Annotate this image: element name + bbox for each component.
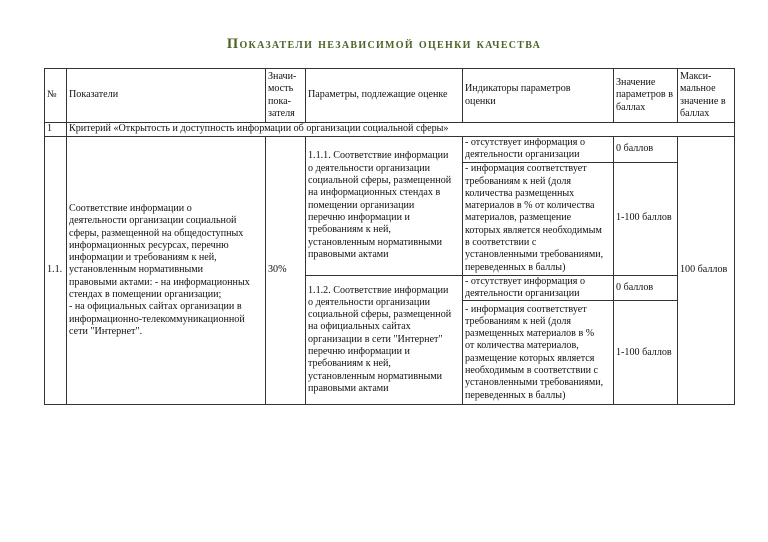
table-header-row bbox=[45, 69, 735, 123]
criterion-row bbox=[45, 123, 735, 137]
header-params: Параметры, подлежащие оценке bbox=[306, 69, 463, 123]
header-max: Макси- мальное значение в баллах bbox=[678, 69, 735, 123]
header-indicators: Показатели bbox=[67, 69, 266, 123]
param-1-1-1-value-complies: 1-100 баллов bbox=[614, 162, 678, 275]
item-text: Соответствие информации о деятельности организации социальной сферы, размещенной на общедоступных информационных ресурсах, перечню информации и требованиям к ней, установленным нормативными правовыми актами: - на информационных стендах в помещении организации; - на официальных сайтах организации в информационно-телекоммуникационной сети "Интернет". bbox=[67, 137, 266, 405]
item-max: 100 баллов bbox=[678, 137, 735, 405]
param-1-1-2-indicator-complies: - информация соответствует требованиям к ней (доля размещенных материалов в % от количества материалов, размещение которых является необходимым в соответствии с установленными требованиями, переведенных в баллы) bbox=[463, 301, 614, 405]
criterion-num: 1 bbox=[45, 123, 67, 137]
table-row bbox=[45, 137, 735, 163]
param-1-1-2-indicator-absent: - отсутствует информация о деятельности организации bbox=[463, 275, 614, 301]
header-param-indicators: Индикаторы параметров оценки bbox=[463, 69, 614, 123]
param-1-1-2: 1.1.2. Соответствие информации о деятельности организации социальной сферы, размещенной на официальных сайтах организации в сети "Интернет" перечню информации и требованиям к ней, установленным нормативными правовыми актами bbox=[306, 275, 463, 405]
param-1-1-1: 1.1.1. Соответствие информации о деятельности организации социальной сферы, размещенной на информационных стендах в помещении организации перечню информации и требованиям к ней, установленным нормативными правовыми актами bbox=[306, 137, 463, 276]
item-num: 1.1. bbox=[45, 137, 67, 405]
header-weight: Значи- мость пока- зателя bbox=[266, 69, 306, 123]
criterion-text: Критерий «Открытость и доступность информации об организации социальной сферы» bbox=[67, 123, 735, 137]
param-1-1-1-indicator-absent: - отсутствует информация о деятельности организации bbox=[463, 137, 614, 163]
param-1-1-1-value-absent: 0 баллов bbox=[614, 137, 678, 163]
param-1-1-2-value-complies: 1-100 баллов bbox=[614, 301, 678, 405]
item-weight: 30% bbox=[266, 137, 306, 405]
param-1-1-2-value-absent: 0 баллов bbox=[614, 275, 678, 301]
page-title: Показатели независимой оценки качества bbox=[226, 36, 542, 52]
header-num: № bbox=[45, 69, 67, 123]
param-1-1-1-indicator-complies: - информация соответствует требованиям к ней (доля количества размещенных материалов в % от количества материалов, размещение которых является необходимым в соответствии с установленными требованиями, переведенных в баллы) bbox=[463, 162, 614, 275]
header-value: Значение параметров в баллах bbox=[614, 69, 678, 123]
quality-indicators-table bbox=[44, 68, 735, 405]
